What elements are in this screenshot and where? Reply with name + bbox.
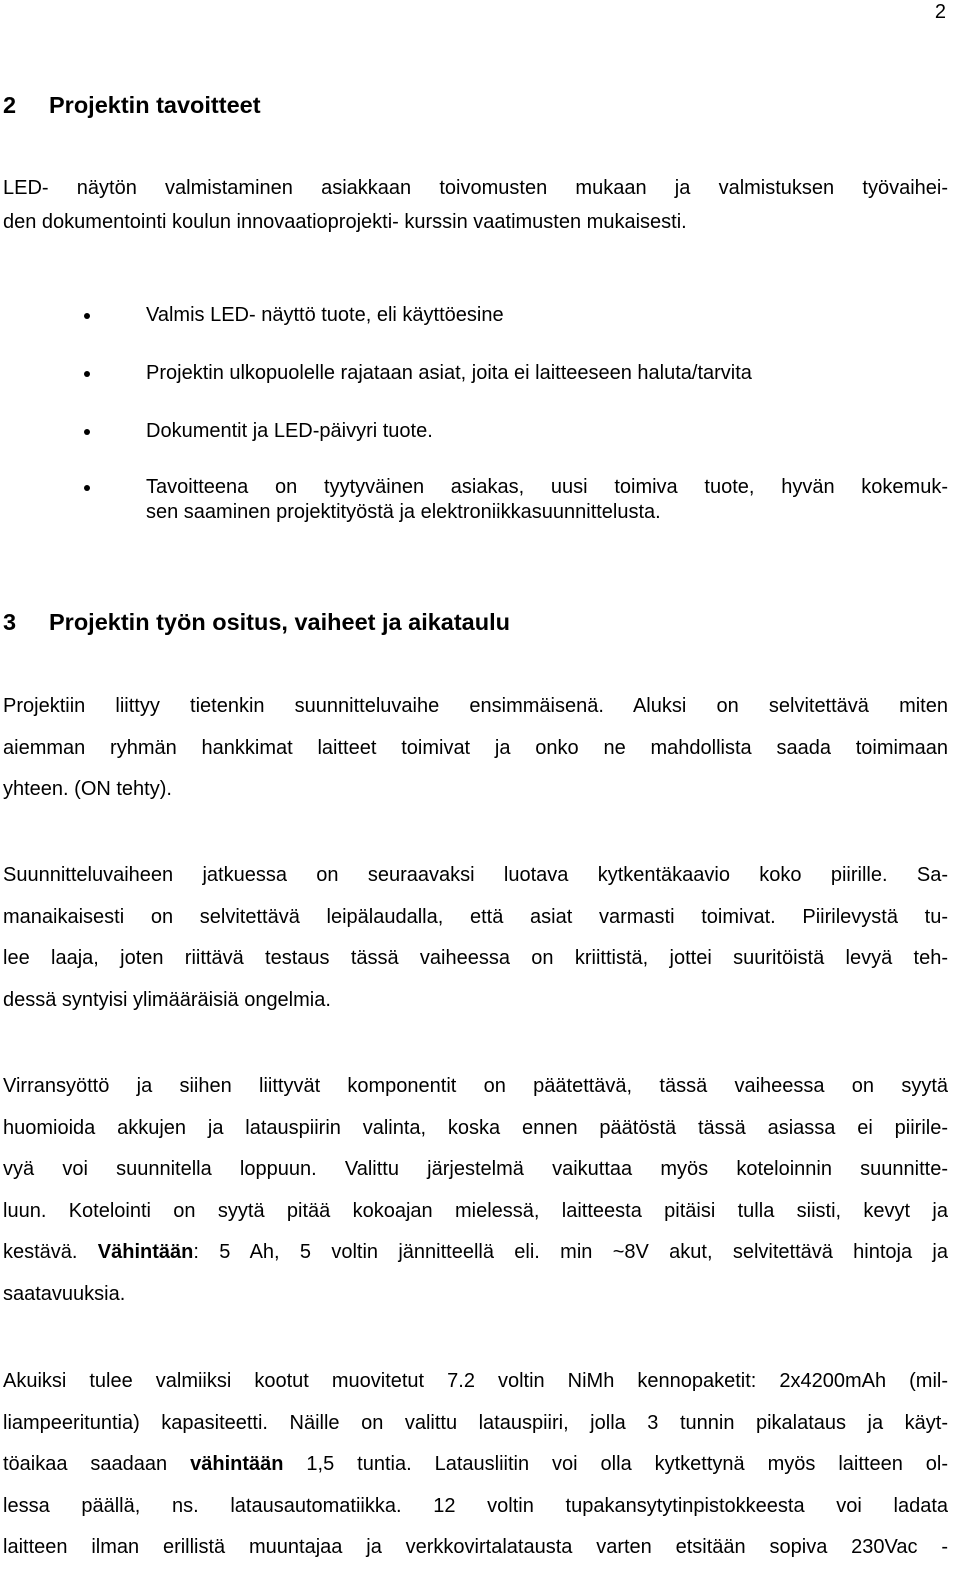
text-line: Virransyöttö ja siihen liittyvät komponentit on päätettävä, tässä vaiheessa on syytä bbox=[3, 1075, 948, 1097]
text-line bbox=[3, 1232, 948, 1274]
bullet-text: Valmis LED- näyttö tuote, eli käyttöesine bbox=[146, 304, 504, 326]
section-title: Projektin tavoitteet bbox=[49, 92, 261, 118]
text-span: töaikaa saadaan bbox=[3, 1453, 191, 1476]
bullet-text: Projektin ulkopuolelle rajataan asiat, joita ei laitteeseen haluta/tarvita bbox=[146, 362, 752, 384]
text-line: luun. Kotelointi on syytä pitää kokoajan mielessä, laitteesta pitäisi tulla siisti, kevyt ja bbox=[3, 1199, 948, 1222]
section-heading-2 bbox=[3, 90, 261, 120]
paragraph-1 bbox=[3, 686, 948, 811]
page-number: 2 bbox=[934, 1, 946, 23]
text-span: kestävä. bbox=[3, 1241, 98, 1264]
section-title: Projektin työn ositus, vaiheet ja aikataulu bbox=[49, 609, 510, 635]
text-line: Akuiksi tulee valmiiksi kootut muovitetut 7.2 voltin NiMh kennopaketit: 2x4200mAh (mil- bbox=[3, 1370, 948, 1392]
paragraph-2 bbox=[3, 855, 948, 1021]
text-line: den dokumentointi koulun innovaatioprojekti- kurssin vaatimusten mukaisesti. bbox=[3, 211, 687, 233]
text-span: 1,5 tuntia. Latausliitin voi olla kytkettynä myös laitteen ol- bbox=[283, 1453, 948, 1476]
bold-text: Vähintään bbox=[97, 1241, 194, 1264]
paragraph-3 bbox=[3, 1066, 948, 1316]
bullet-dot-icon bbox=[84, 429, 90, 435]
bullet-text: Dokumentit ja LED-päivyri tuote. bbox=[146, 420, 433, 442]
text-line: lee laaja, joten riittävä testaus tässä vaiheessa on kriittistä, jottei suuritöistä levyä teh- bbox=[3, 947, 948, 970]
text-line: LED- näytön valmistaminen asiakkaan toivomusten mukaan ja valmistuksen työvaihei- bbox=[3, 177, 948, 199]
bullet-text: Tavoitteena on tyytyväinen asiakas, uusi toimiva tuote, hyvän kokemuk- bbox=[146, 476, 948, 498]
bold-text: vähintään bbox=[190, 1453, 284, 1476]
text-line: huomioida akkujen ja latauspiirin valinta, koska ennen päätöstä tässä asiassa ei piirile- bbox=[3, 1116, 948, 1139]
bullet-dot-icon bbox=[84, 485, 90, 491]
text-line: lessa päällä, ns. latausautomatiikka. 12 voltin tupakansytytinpistokkeesta voi ladata bbox=[3, 1494, 948, 1517]
text-line: Projektiin liittyy tietenkin suunnitteluvaihe ensimmäisenä. Aluksi on selvitettävä miten bbox=[3, 695, 948, 717]
text-line: dessä syntyisi ylimääräisiä ongelmia. bbox=[3, 988, 331, 1011]
text-line: Suunnitteluvaiheen jatkuessa on seuraavaksi luotava kytkentäkaavio koko piirille. Sa- bbox=[3, 864, 948, 886]
bullet-text: sen saaminen projektityöstä ja elektroniikkasuunnittelusta. bbox=[146, 501, 661, 523]
section-heading-3 bbox=[3, 607, 510, 637]
text-span: : 5 Ah, 5 voltin jännitteellä eli. min ~8V akut, selvitettävä hintoja ja bbox=[193, 1241, 948, 1264]
text-line: manaikaisesti on selvitettävä leipälaudalla, että asiat varmasti toimivat. Piirilevystä tu- bbox=[3, 905, 948, 928]
text-line: liampeerituntia) kapasiteetti. Näille on valittu latauspiiri, jolla 3 tunnin pikalataus ja käyt- bbox=[3, 1411, 948, 1434]
text-line: laitteen ilman erillistä muuntajaa ja verkkovirtalatausta varten etsitään sopiva 230Vac - bbox=[3, 1536, 948, 1559]
paragraph-4 bbox=[3, 1361, 948, 1569]
text-line: vyä voi suunnitella loppuun. Valittu järjestelmä vaikuttaa myös koteloinnin suunnitte- bbox=[3, 1158, 948, 1181]
text-line: aiemman ryhmän hankkimat laitteet toimivat ja onko ne mahdollista saada toimimaan bbox=[3, 736, 948, 759]
bullet-dot-icon bbox=[84, 371, 90, 377]
bullet-dot-icon bbox=[84, 313, 90, 319]
section-number: 3 bbox=[3, 609, 17, 635]
section-number: 2 bbox=[3, 92, 17, 118]
text-line: saatavuuksia. bbox=[3, 1282, 126, 1305]
text-line: yhteen. (ON tehty). bbox=[3, 778, 172, 801]
section-2-intro bbox=[3, 171, 948, 239]
text-line bbox=[3, 1444, 948, 1486]
